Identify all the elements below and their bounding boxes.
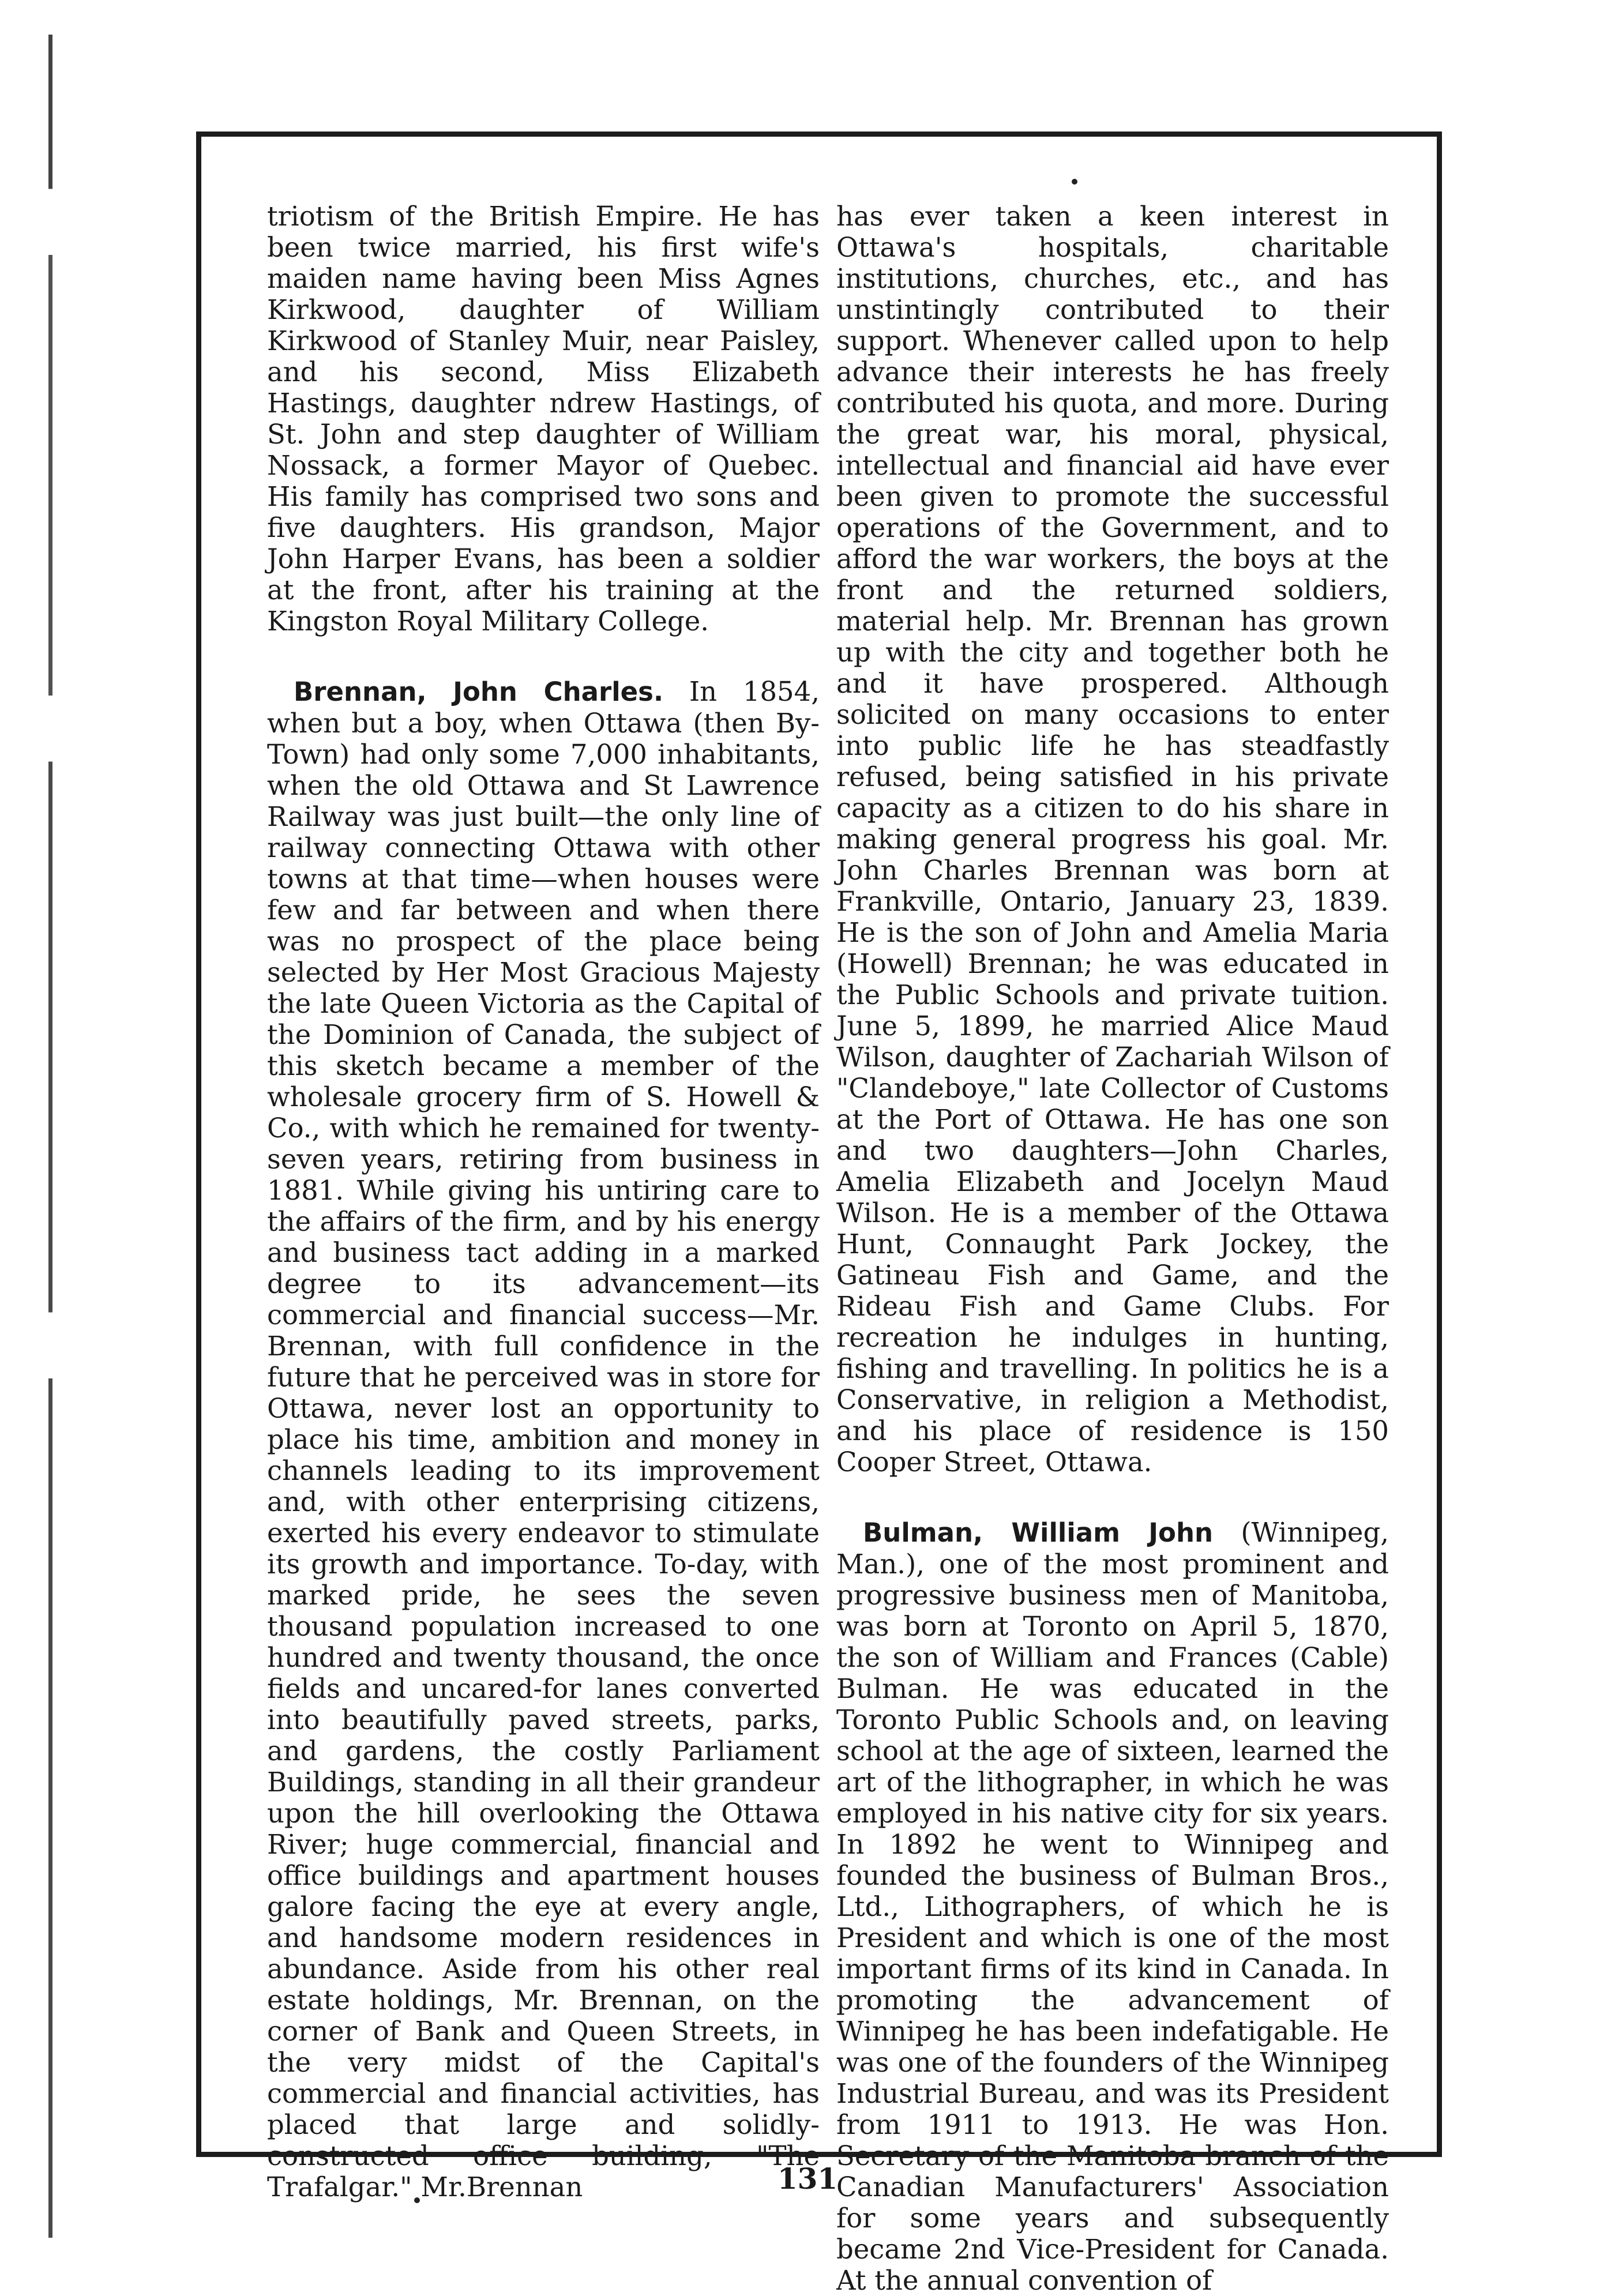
entry-brennan [267,676,820,2203]
page-number: 131 [777,2162,838,2196]
entry-body: (Winnipeg, Man.), one of the most prominent and progressive business men of Manitoba, was born at Toronto on April 5, 1870, the son of William and Frances (Cable) Bulman. He was educated in the Toronto Public Schools and, on leaving school at the age of sixteen, learned the art of the lithographer, in which he was employed in his native city for six years. In 1892 he went to Winnipeg and founded the business of Bulman Bros., Ltd., Lithographers, of which he is President and which is one of the most important firms of its kind in Canada. In promoting the advancement of Winnipeg he has been indefatigable. He was one of the founders of the Winnipeg Industrial Bureau, and was its President from 1911 to 1913. He was Hon. Secretary of the Manitoba branch of the Canadian Manufacturers' Association for some years and subsequently became 2nd Vice-President for Canada. At the annual convention of [836,1517,1389,2296]
scan-margin-mark [48,35,52,2238]
continued-paragraph: has ever taken a keen interest in Ottawa's hospitals, charitable institutions, churches, etc., and has unstintingly contributed to their support. Whenever called upon to help advance their interests he has freely contributed his quota, and more. During the great war, his moral, physical, intellectual and financial aid have ever been given to promote the successful operations of the Government, and to afford the war workers, the boys at the front and the returned soldiers, material help. Mr. Brennan has grown up with the city and together both he and it have prospered. Although solicited on many occasions to enter into public life he has steadfastly refused, being satisfied in his private capacity as a citizen to do his share in making general progress his goal. Mr. John Charles Brennan was born at Frankville, Ontario, January 23, 1839. He is the son of John and Amelia Maria (Howell) Brennan; he was educated in the Public Schools and private tuition. June 5, 1899, he married Alice Maud Wilson, daughter of Zachariah Wilson of "Clandeboye," late Collector of Customs at the Port of Ottawa. He has one son and two daughters—John Charles, Amelia Elizabeth and Jocelyn Maud Wilson. He is a member of the Ottawa Hunt, Connaught Park Jockey, the Gatineau Fish and Game, and the Rideau Fish and Game Clubs. For recreation he indulges in hunting, fishing and travelling. In politics he is a Conservative, in religion a Methodist, and his place of residence is 150 Cooper Street, Ottawa. [836,201,1389,1478]
right-column [836,201,1389,2296]
left-column [267,201,820,2203]
entry-name: Brennan, John Charles. [294,677,664,707]
continued-paragraph: triotism of the British Empire. He has been twice married, his first wife's maiden name having been Miss Agnes Kirkwood, daughter of William Kirkwood of Stanley Muir, near Paisley, and his second, Miss Elizabeth Hastings, daughter ndrew Hastings, of St. John and step daughter of William Nossack, a former Mayor of Quebec. His family has comprised two sons and five daughters. His grandson, Major John Harper Evans, has been a soldier at the front, after his training at the Kingston Royal Military College. [267,201,820,637]
entry-name: Bulman, William John [863,1517,1214,1548]
entry-body: In 1854, when but a boy, when Ottawa (then By-Town) had only some 7,000 inhabitants, when the old Ottawa and St Lawrence Railway was just built—the only line of railway connecting Ottawa with other towns at that time—when houses were few and far between and when there was no prospect of the place being selected by Her Most Gracious Majesty the late Queen Victoria as the Capital of the Dominion of Canada, the subject of this sketch became a member of the wholesale grocery firm of S. Howell & Co., with which he remained for twenty-seven years, retiring from business in 1881. While giving his untiring care to the affairs of the firm, and by his energy and business tact adding in a marked degree to its advancement—its commercial and financial success—Mr. Brennan, with full confidence in the future that he perceived was in store for Ottawa, never lost an opportunity to place his time, ambition and money in channels leading to its improvement and, with other enterprising citizens, exerted his every endeavor to stimulate its growth and importance. To-day, with marked pride, he sees the seven thousand population increased to one hundred and twenty thousand, the once fields and uncared-for lanes converted into beautifully paved streets, parks, and gardens, the costly Parliament Buildings, standing in all their grandeur upon the hill overlooking the Ottawa River; huge commercial, financial and office buildings and apartment houses galore facing the eye at every angle, and handsome modern residences in abundance. Aside from his other real estate holdings, Mr. Brennan, on the corner of Bank and Queen Streets, in the very midst of the Capital's commercial and financial activities, has placed that large and solidly-constructed office building, "The Trafalgar." Mr.Brennan [267,676,820,2203]
